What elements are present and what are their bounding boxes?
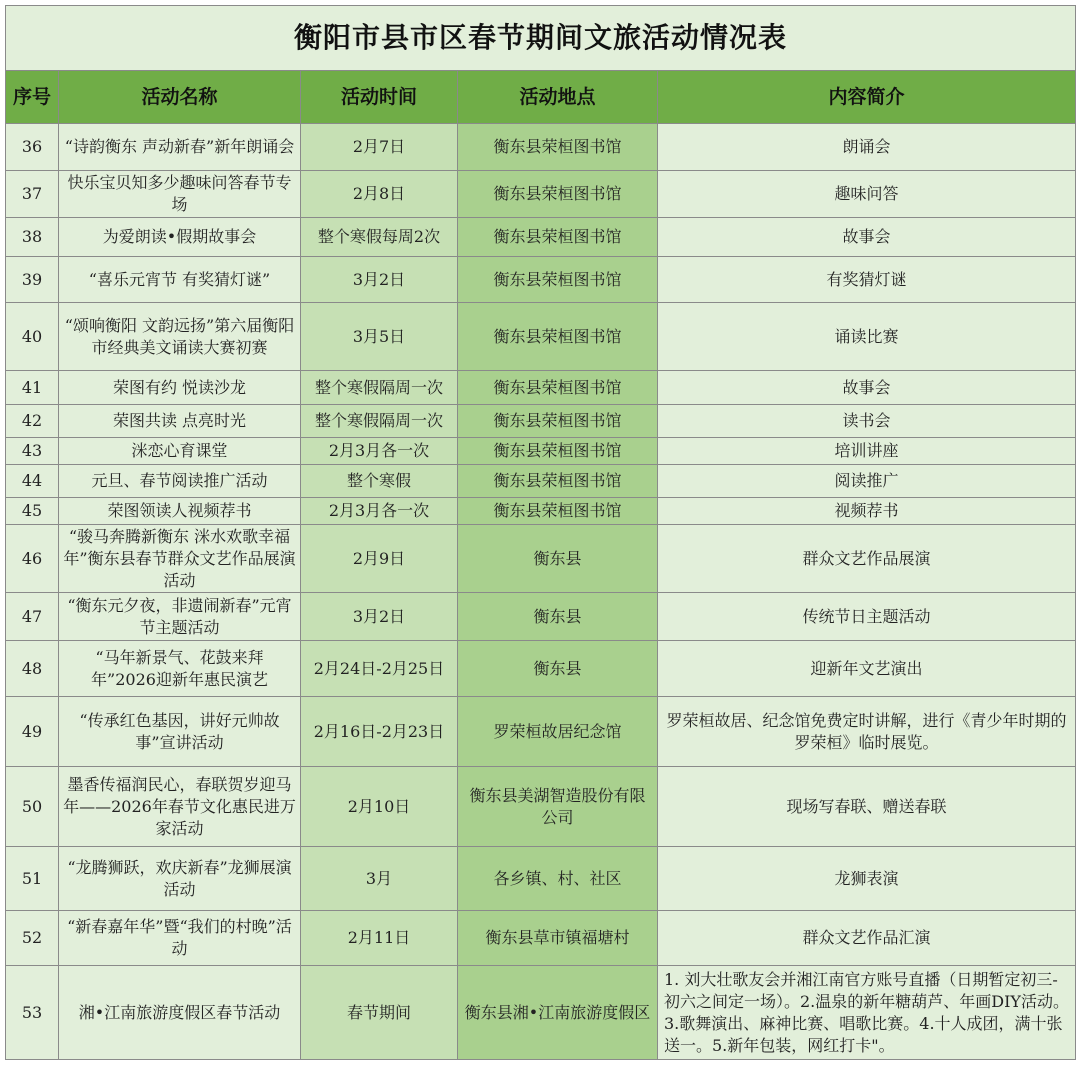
- row-index: 53: [6, 966, 59, 1060]
- row-activity-location: 衡东县荣桓图书馆: [458, 498, 658, 525]
- row-activity-name: “龙腾狮跃，欢庆新春”龙狮展演活动: [59, 847, 301, 911]
- row-activity-location: 衡东县草市镇福塘村: [458, 911, 658, 966]
- row-activity-time: 2月11日: [301, 911, 458, 966]
- row-activity-name: “传承红色基因，讲好元帅故事”宣讲活动: [59, 697, 301, 767]
- row-activity-name: 荣图领读人视频荐书: [59, 498, 301, 525]
- row-index: 50: [6, 767, 59, 847]
- row-activity-time: 春节期间: [301, 966, 458, 1060]
- row-activity-time: 2月9日: [301, 525, 458, 593]
- row-activity-location: 衡东县荣桓图书馆: [458, 124, 658, 171]
- row-activity-location: 衡东县荣桓图书馆: [458, 405, 658, 438]
- activity-sheet: [5, 5, 1075, 1060]
- row-index: 39: [6, 257, 59, 303]
- table-row: [6, 438, 1076, 465]
- row-activity-summary: 视频荐书: [658, 498, 1076, 525]
- table-row: [6, 697, 1076, 767]
- header-row: [6, 71, 1076, 124]
- row-activity-name: “骏马奔腾新衡东 洣水欢歌幸福年”衡东县春节群众文艺作品展演活动: [59, 525, 301, 593]
- table-row: [6, 911, 1076, 966]
- table-row: [6, 303, 1076, 371]
- row-activity-summary: 有奖猜灯谜: [658, 257, 1076, 303]
- row-activity-location: 衡东县: [458, 593, 658, 641]
- row-index: 43: [6, 438, 59, 465]
- row-activity-summary: 龙狮表演: [658, 847, 1076, 911]
- row-index: 40: [6, 303, 59, 371]
- row-activity-name: 元旦、春节阅读推广活动: [59, 465, 301, 498]
- row-index: 45: [6, 498, 59, 525]
- row-index: 48: [6, 641, 59, 697]
- row-activity-summary: 罗荣桓故居、纪念馆免费定时讲解，进行《青少年时期的罗荣桓》临时展览。: [658, 697, 1076, 767]
- table-row: [6, 847, 1076, 911]
- table-row: [6, 465, 1076, 498]
- row-activity-summary: 阅读推广: [658, 465, 1076, 498]
- row-activity-time: 2月3月各一次: [301, 498, 458, 525]
- table-row: [6, 641, 1076, 697]
- row-activity-time: 2月7日: [301, 124, 458, 171]
- row-activity-name: 荣图共读 点亮时光: [59, 405, 301, 438]
- row-activity-name: “马年新景气、花鼓来拜年”2026迎新年惠民演艺: [59, 641, 301, 697]
- row-activity-name: 湘•江南旅游度假区春节活动: [59, 966, 301, 1060]
- row-activity-time: 3月2日: [301, 593, 458, 641]
- row-activity-time: 2月16日-2月23日: [301, 697, 458, 767]
- header-index: 序号: [6, 71, 59, 124]
- row-activity-location: 衡东县荣桓图书馆: [458, 218, 658, 257]
- row-activity-time: 3月5日: [301, 303, 458, 371]
- row-activity-name: “新春嘉年华”暨“我们的村晚”活动: [59, 911, 301, 966]
- row-activity-location: 衡东县荣桓图书馆: [458, 303, 658, 371]
- row-index: 51: [6, 847, 59, 911]
- row-activity-summary: 故事会: [658, 218, 1076, 257]
- table-row: [6, 257, 1076, 303]
- row-index: 47: [6, 593, 59, 641]
- header-location: 活动地点: [458, 71, 658, 124]
- table-title: 衡阳市县市区春节期间文旅活动情况表: [6, 6, 1076, 71]
- row-index: 46: [6, 525, 59, 593]
- row-activity-summary: 现场写春联、赠送春联: [658, 767, 1076, 847]
- row-index: 41: [6, 371, 59, 405]
- table-row: [6, 405, 1076, 438]
- table-row: [6, 218, 1076, 257]
- row-activity-summary: 诵读比赛: [658, 303, 1076, 371]
- row-activity-time: 整个寒假隔周一次: [301, 405, 458, 438]
- table-row: [6, 171, 1076, 218]
- row-activity-time: 2月10日: [301, 767, 458, 847]
- row-activity-name: 墨香传福润民心，春联贺岁迎马年——2026年春节文化惠民进万家活动: [59, 767, 301, 847]
- row-activity-name: 为爱朗读•假期故事会: [59, 218, 301, 257]
- row-activity-name: 快乐宝贝知多少趣味问答春节专场: [59, 171, 301, 218]
- row-activity-summary: 培训讲座: [658, 438, 1076, 465]
- row-index: 52: [6, 911, 59, 966]
- header-time: 活动时间: [301, 71, 458, 124]
- row-activity-location: 衡东县美湖智造股份有限公司: [458, 767, 658, 847]
- row-activity-location: 衡东县: [458, 641, 658, 697]
- row-activity-location: 衡东县荣桓图书馆: [458, 171, 658, 218]
- row-activity-summary: 迎新年文艺演出: [658, 641, 1076, 697]
- table-row: [6, 371, 1076, 405]
- row-activity-summary: 朗诵会: [658, 124, 1076, 171]
- row-activity-time: 整个寒假隔周一次: [301, 371, 458, 405]
- row-activity-name: “诗韵衡东 声动新春”新年朗诵会: [59, 124, 301, 171]
- table-row: [6, 966, 1076, 1060]
- row-activity-location: 衡东县: [458, 525, 658, 593]
- row-index: 49: [6, 697, 59, 767]
- header-name: 活动名称: [59, 71, 301, 124]
- row-activity-name: 荣图有约 悦读沙龙: [59, 371, 301, 405]
- table-row: [6, 124, 1076, 171]
- row-activity-name: “喜乐元宵节 有奖猜灯谜”: [59, 257, 301, 303]
- table-row: [6, 525, 1076, 593]
- row-index: 37: [6, 171, 59, 218]
- row-index: 38: [6, 218, 59, 257]
- table-row: [6, 593, 1076, 641]
- row-index: 44: [6, 465, 59, 498]
- row-activity-name: “衡东元夕夜，非遗闹新春”元宵节主题活动: [59, 593, 301, 641]
- table-row: [6, 767, 1076, 847]
- row-activity-summary: 传统节日主题活动: [658, 593, 1076, 641]
- header-summary: 内容简介: [658, 71, 1076, 124]
- row-activity-location: 衡东县荣桓图书馆: [458, 257, 658, 303]
- row-activity-summary: 趣味问答: [658, 171, 1076, 218]
- row-activity-summary: 故事会: [658, 371, 1076, 405]
- row-activity-location: 罗荣桓故居纪念馆: [458, 697, 658, 767]
- row-index: 36: [6, 124, 59, 171]
- row-activity-summary: 群众文艺作品汇演: [658, 911, 1076, 966]
- row-index: 42: [6, 405, 59, 438]
- table-row: [6, 498, 1076, 525]
- row-activity-name: 洣恋心育课堂: [59, 438, 301, 465]
- row-activity-location: 衡东县荣桓图书馆: [458, 438, 658, 465]
- row-activity-location: 衡东县荣桓图书馆: [458, 371, 658, 405]
- row-activity-time: 3月: [301, 847, 458, 911]
- row-activity-time: 2月8日: [301, 171, 458, 218]
- row-activity-summary: 1. 刘大壮歌友会并湘江南官方账号直播（日期暂定初三-初六之间定一场）。2.温泉的新年糖葫芦、年画DIY活动。3.歌舞演出、麻神比赛、唱歌比赛。4.十人成团，满十张送一。5.新年包装，网红打卡"。: [658, 966, 1076, 1060]
- row-activity-time: 2月24日-2月25日: [301, 641, 458, 697]
- row-activity-summary: 读书会: [658, 405, 1076, 438]
- row-activity-location: 各乡镇、村、社区: [458, 847, 658, 911]
- row-activity-name: “颂响衡阳 文韵远扬”第六届衡阳市经典美文诵读大赛初赛: [59, 303, 301, 371]
- row-activity-location: 衡东县荣桓图书馆: [458, 465, 658, 498]
- row-activity-summary: 群众文艺作品展演: [658, 525, 1076, 593]
- row-activity-time: 整个寒假每周2次: [301, 218, 458, 257]
- row-activity-time: 2月3月各一次: [301, 438, 458, 465]
- row-activity-time: 3月2日: [301, 257, 458, 303]
- row-activity-location: 衡东县湘•江南旅游度假区: [458, 966, 658, 1060]
- activity-table: [5, 5, 1076, 1060]
- row-activity-time: 整个寒假: [301, 465, 458, 498]
